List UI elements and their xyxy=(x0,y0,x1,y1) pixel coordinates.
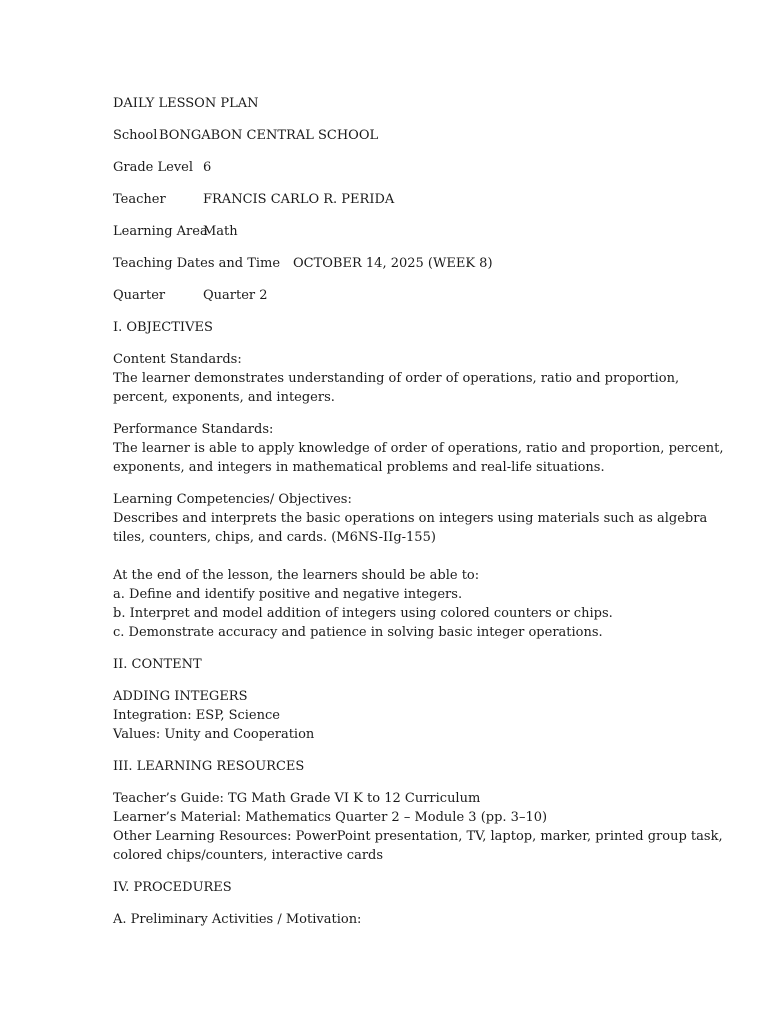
content-values: Values: Unity and Cooperation xyxy=(113,727,315,742)
school-value: BONGABON CENTRAL SCHOOL xyxy=(159,128,379,143)
end-of-lesson-intro: At the end of the lesson, the learners should be able to: xyxy=(113,568,480,583)
competencies-text: tiles, counters, chips, and cards. (M6NS-IIg-155) xyxy=(113,530,436,545)
content-heading: II. CONTENT xyxy=(113,657,202,672)
learning-area-value: Math xyxy=(203,224,238,239)
resources-heading: III. LEARNING RESOURCES xyxy=(113,759,305,774)
teacher-value: FRANCIS CARLO R. PERIDA xyxy=(203,192,395,207)
objective-item: c. Demonstrate accuracy and patience in solving basic integer operations. xyxy=(113,625,603,640)
grade-row xyxy=(113,158,673,177)
quarter-row xyxy=(113,286,673,305)
lesson-plan-page xyxy=(113,94,724,929)
competencies-label: Learning Competencies/ Objectives: xyxy=(113,492,352,507)
grade-label: Grade Level xyxy=(113,160,194,175)
content-topic: ADDING INTEGERS xyxy=(113,689,248,704)
objectives-heading: I. OBJECTIVES xyxy=(113,320,213,335)
quarter-value: Quarter 2 xyxy=(203,288,268,303)
learning-area-label: Learning Area xyxy=(113,224,208,239)
learners-material: Learner’s Material: Mathematics Quarter 2 – Module 3 (pp. 3–10) xyxy=(113,810,548,825)
quarter-label: Quarter xyxy=(113,288,166,303)
teaching-dates-value: OCTOBER 14, 2025 (WEEK 8) xyxy=(293,256,493,271)
performance-standards-text: exponents, and integers in mathematical problems and real-life situations. xyxy=(113,460,605,475)
teaching-dates-row xyxy=(113,254,673,273)
performance-standards-label: Performance Standards: xyxy=(113,422,274,437)
competencies-text: Describes and interprets the basic operations on integers using materials such as algebra xyxy=(113,511,708,526)
school-row xyxy=(113,126,673,145)
document-title: DAILY LESSON PLAN xyxy=(113,96,259,111)
teachers-guide: Teacher’s Guide: TG Math Grade VI K to 12 Curriculum xyxy=(113,791,481,806)
preliminary-activities: A. Preliminary Activities / Motivation: xyxy=(113,912,362,927)
objective-item: b. Interpret and model addition of integers using colored counters or chips. xyxy=(113,606,613,621)
teacher-row xyxy=(113,190,673,209)
learning-area-row xyxy=(113,222,673,241)
procedures-heading: IV. PROCEDURES xyxy=(113,880,232,895)
objective-item: a. Define and identify positive and negative integers. xyxy=(113,587,463,602)
performance-standards-text: The learner is able to apply knowledge of order of operations, ratio and proportion, percent, xyxy=(113,441,724,456)
grade-value: 6 xyxy=(203,160,212,175)
content-standards-text: percent, exponents, and integers. xyxy=(113,390,335,405)
other-resources: colored chips/counters, interactive cards xyxy=(113,848,384,863)
teacher-label: Teacher xyxy=(113,192,166,207)
teaching-dates-label: Teaching Dates and Time xyxy=(113,256,281,271)
other-resources: Other Learning Resources: PowerPoint presentation, TV, laptop, marker, printed group task, xyxy=(113,829,723,844)
content-standards-label: Content Standards: xyxy=(113,352,242,367)
school-label: School xyxy=(113,128,158,143)
content-integration: Integration: ESP, Science xyxy=(113,708,280,723)
content-standards-text: The learner demonstrates understanding of order of operations, ratio and proportion, xyxy=(113,371,680,386)
